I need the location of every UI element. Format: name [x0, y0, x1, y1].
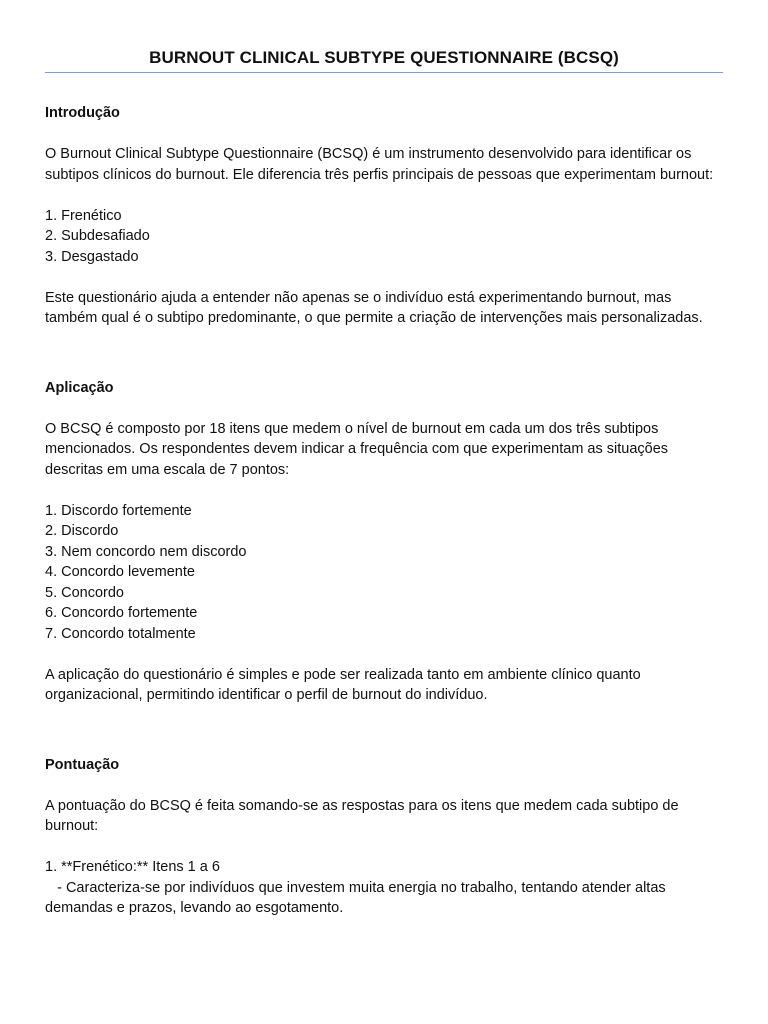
list-item: 3. Nem concordo nem discordo: [45, 543, 247, 560]
intro-paragraph-2: Este questionário ajuda a entender não apenas se o indivíduo está experimentando burnout, mas também qual é o subtipo predominante, o que permite a criação de intervenções mais personalizadas.: [45, 289, 703, 326]
section-heading-intro: Introdução: [45, 105, 120, 121]
list-item: 5. Concordo: [45, 584, 124, 601]
scale-list: [45, 501, 723, 645]
document-page: [45, 0, 723, 919]
section-heading-application: Aplicação: [45, 379, 114, 396]
list-item: 4. Concordo levemente: [45, 564, 195, 580]
list-item: 1. Discordo fortemente: [45, 502, 192, 519]
scoring-item-frenetico-description: - Caracteriza-se por indivíduos que investem muita energia no trabalho, tentando atender altas demandas e prazos, levando ao esgotamento.: [45, 879, 670, 916]
application-paragraph-2: A aplicação do questionário é simples e pode ser realizada tanto em ambiente clínico quanto organizacional, permitindo identificar o perfil de burnout do indivíduo.: [45, 666, 641, 703]
scoring-paragraph-1: A pontuação do BCSQ é feita somando-se as respostas para os itens que medem cada subtipo de burnout:: [45, 797, 679, 834]
list-item: 2. Discordo: [45, 523, 119, 539]
list-item: 7. Concordo totalmente: [45, 625, 196, 642]
document-title: BURNOUT CLINICAL SUBTYPE QUESTIONNAIRE (BCSQ): [45, 48, 723, 73]
list-item: 1. Frenético: [45, 207, 122, 224]
section-heading-scoring: Pontuação: [45, 756, 120, 773]
list-item: 6. Concordo fortemente: [45, 605, 198, 621]
list-item: 3. Desgastado: [45, 248, 139, 265]
intro-subtype-list: [45, 206, 723, 268]
intro-paragraph-1: O Burnout Clinical Subtype Questionnaire (BCSQ) é um instrumento desenvolvido para identificar os subtipos clínicos do burnout. Ele diferencia três perfis principais de pessoas que experimentam burnout:: [45, 146, 714, 183]
scoring-item-frenetico: 1. **Frenético:** Itens 1 a 6: [45, 859, 220, 875]
application-paragraph-1: O BCSQ é composto por 18 itens que medem o nível de burnout em cada um dos três subtipos mencionados. Os respondentes devem indicar a frequência com que experimentam as situações descritas em uma escala de 7 pontos:: [45, 420, 669, 478]
list-item: 2. Subdesafiado: [45, 228, 150, 244]
